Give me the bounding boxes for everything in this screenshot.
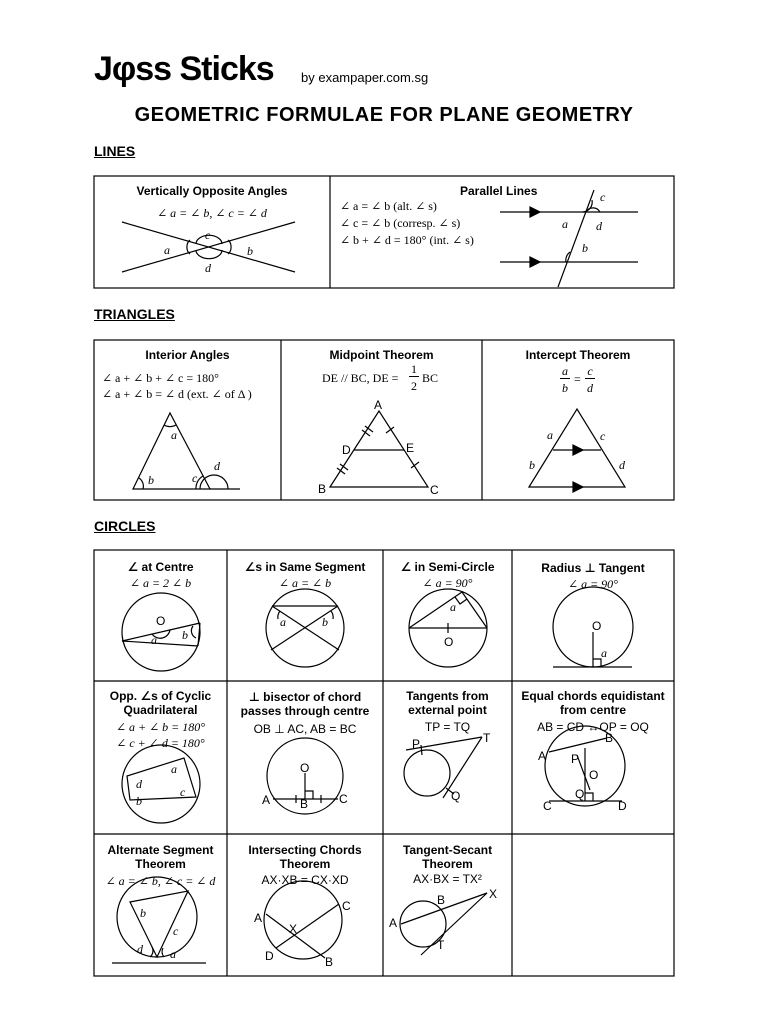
alternate-label-c: c [173,924,179,938]
segment-label-b: b [322,615,328,629]
chords-formula: AB = CD ↔OP = OQ [537,720,649,734]
midpoint-heading: Midpoint Theorem [329,348,434,362]
alternate-label-a: a [170,947,176,961]
intercept-num-a: a [562,364,568,378]
midpoint-label-B: B [318,482,327,496]
intercept-num-c: c [585,364,595,379]
label-c: c [205,228,211,242]
label-b: b [247,244,253,258]
parallel-formula-1: ∠ a = ∠ b (alt. ∠ s) [340,199,437,213]
semi-circle-heading: ∠ in Semi-Circle [400,560,495,574]
bisector-heading: ⊥ bisector of chord passes through centre [240,690,370,718]
angle-centre-figure [122,593,200,671]
interior-label-c: c [192,471,198,485]
semi-circle-formula: ∠ a = 90° [422,576,473,590]
intersecting-label-X: X [289,922,298,936]
circles-table [94,550,674,976]
tangent-label-a: a [601,646,607,660]
tangents-formula: TP = TQ [424,720,471,734]
centre-heading: ∠ at Centre [127,560,194,574]
cyclic-label-d: d [136,777,142,791]
chords-heading: Equal chords equidistant from centre [521,689,665,717]
tangent-heading: Radius ⊥ Tangent [541,561,645,575]
alternate-segment-figure [112,877,206,963]
cyclic-heading: Opp. ∠s of Cyclic Quadrilateral [109,689,212,717]
chords-label-C: C [543,799,552,813]
vertical-angles-heading: Vertically Opposite Angles [136,184,288,198]
intercept-den-d: d [587,381,593,395]
tangents-label-T: T [483,731,491,745]
midpoint-formula: DE // BC, DE = [322,371,399,385]
bisector-label-C: C [339,792,348,806]
intersecting-label-A: A [254,911,263,925]
intercept-heading: Intercept Theorem [525,348,631,362]
parallel-label-a: a [562,217,568,231]
secant-label-A: A [389,916,398,930]
midpoint-label-C: C [430,483,439,497]
cyclic-quad-figure [122,745,200,823]
label-a: a [164,243,170,257]
centre-label-O: O [156,614,166,628]
segment-label-a: a [280,615,286,629]
intersecting-heading: Intersecting Chords Theorem [248,843,362,871]
cyclic-label-a: a [171,762,177,776]
intercept-label-b: b [529,458,535,472]
intersecting-chords-figure [264,881,342,959]
interior-angles-heading: Interior Angles [145,348,230,362]
chords-label-O: O [589,768,599,782]
alternate-formula: ∠ a = ∠ b, ∠ c = ∠ d [105,874,216,888]
interior-formula-1: ∠ a + ∠ b + ∠ c = 180° [102,371,219,385]
midpoint-label-A: A [374,398,383,412]
centre-label-a: a [151,633,157,647]
label-d: d [205,261,211,275]
chords-label-P: P [571,752,580,766]
alternate-heading: Alternate Segment Theorem [107,843,214,871]
centre-formula: ∠ a = 2 ∠ b [129,576,192,590]
bisector-label-A: A [262,793,271,807]
alternate-label-b: b [140,906,146,920]
midpoint-label-D: D [342,443,351,457]
section-triangles: TRIANGLES [94,306,175,322]
midpoint-label-E: E [406,441,415,455]
tangents-label-P: P [412,737,421,751]
semi-circle-figure [409,589,487,667]
parallel-label-b: b [582,241,588,255]
parallel-lines-heading: Parallel Lines [460,184,538,198]
interior-label-d: d [214,459,220,473]
cyclic-label-c: c [180,785,186,799]
parallel-label-d: d [596,219,602,233]
byline: by exampaper.com.sg [301,70,429,85]
tangent-label-O: O [592,619,602,633]
page-title: GEOMETRIC FORMULAE FOR PLANE GEOMETRY [134,104,634,126]
intercept-equals: = [574,372,581,386]
intercept-label-d: d [619,458,625,472]
intersecting-formula: AX·XB = CX·XD [261,873,349,887]
interior-label-a: a [171,428,177,442]
intercept-figure [529,409,625,492]
tangents-heading: Tangents from external point [406,689,489,717]
secant-label-T: T [437,938,445,952]
section-lines: LINES [94,143,136,159]
chords-label-D: D [618,799,627,813]
segment-heading: ∠s in Same Segment [244,560,366,574]
secant-label-X: X [489,887,498,901]
chords-label-Q: Q [575,787,585,801]
parallel-formula-3: ∠ b + ∠ d = 180° (int. ∠ s) [340,233,474,247]
chords-label-B: B [605,731,614,745]
parallel-formula-2: ∠ c = ∠ b (corresp. ∠ s) [340,216,461,230]
cyclic-formula-2: ∠ c + ∠ d = 180° [116,736,205,750]
intersecting-label-C: C [342,899,351,913]
midpoint-fraction-num: 1 [411,362,417,376]
bisector-label-B: B [300,797,309,811]
interior-formula-2: ∠ a + ∠ b = ∠ d (ext. ∠ of Δ ) [102,387,252,401]
section-circles: CIRCLES [94,518,156,534]
intersecting-label-D: D [265,949,274,963]
bisector-label-O: O [300,761,310,775]
semi-label-O: O [444,635,454,649]
centre-label-b: b [182,628,188,642]
chords-label-A: A [538,749,547,763]
logo: Jφss Sticks [94,50,274,88]
secant-heading: Tangent-Secant Theorem [402,843,493,871]
same-segment-figure [266,589,344,667]
tangent-formula: ∠ a = 90° [568,577,618,591]
segment-formula: ∠ a = ∠ b [278,576,332,590]
intercept-label-c: c [600,429,606,443]
intercept-den-b: b [562,381,568,395]
cyclic-label-b: b [136,794,142,808]
cyclic-formula-1: ∠ a + ∠ b = 180° [115,720,206,734]
parallel-lines-figure [500,190,638,287]
interior-label-b: b [148,473,154,487]
bisector-formula: OB ⊥ AC, AB = BC [253,722,357,736]
semi-label-a: a [450,600,456,614]
vertical-angles-formula: ∠ a = ∠ b, ∠ c = ∠ d [157,206,267,220]
parallel-label-c: c [600,190,606,204]
secant-formula: AX·BX = TX² [413,872,482,886]
intercept-label-a: a [547,428,553,442]
secant-label-B: B [437,893,446,907]
tangents-label-Q: Q [451,789,461,803]
alternate-label-d: d [137,942,143,956]
intersecting-label-B: B [325,955,334,969]
midpoint-formula-tail: BC [422,371,439,385]
midpoint-fraction-den: 2 [411,379,417,393]
